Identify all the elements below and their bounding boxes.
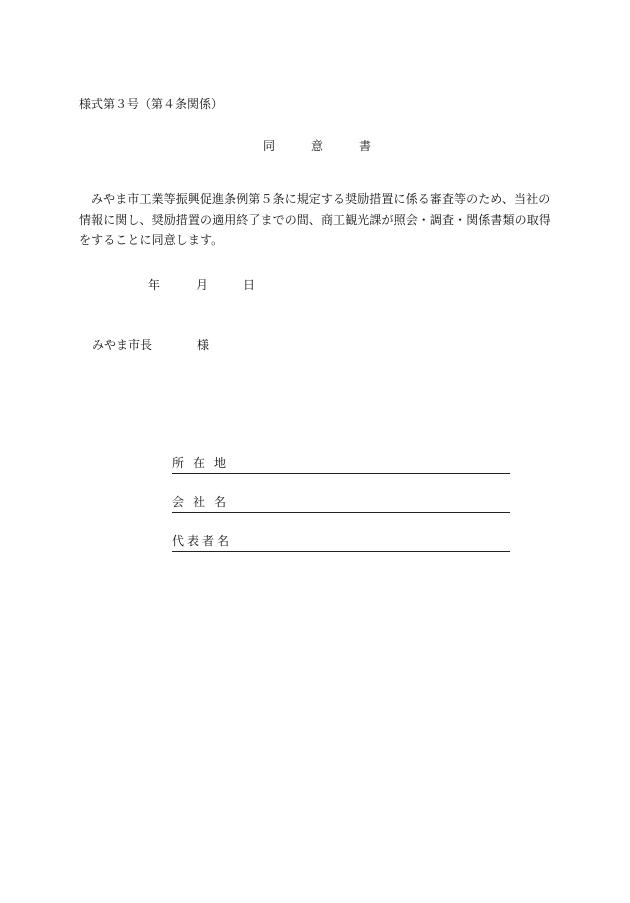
day-label: 日 <box>243 278 256 292</box>
addressee-honorific: 様 <box>197 338 210 352</box>
addressee-name: みやま市長 <box>92 338 153 352</box>
addressee <box>92 337 210 353</box>
form-number: 様式第３号（第４条関係） <box>79 97 224 111</box>
representative-name-field[interactable] <box>172 533 510 552</box>
company-name-label: 会社名 <box>172 495 236 509</box>
title-char-2: 意 <box>311 139 324 153</box>
address-field[interactable] <box>172 455 510 474</box>
title-char-1: 同 <box>263 139 276 153</box>
representative-name-label: 代表者名 <box>172 534 233 548</box>
company-name-field[interactable] <box>172 494 510 513</box>
month-label: 月 <box>196 278 209 292</box>
consent-statement: みやま市工業等振興促進条例第５条に規定する奨励措置に係る審査等のため、当社の情報に関し、奨励措置の適用終了までの間、商工観光課が照会・調査・関係書類の取得をすることに同意します。 <box>79 192 551 247</box>
document-title <box>263 138 371 154</box>
year-label: 年 <box>148 278 161 292</box>
address-label: 所在地 <box>172 456 236 470</box>
title-char-3: 書 <box>359 139 372 153</box>
